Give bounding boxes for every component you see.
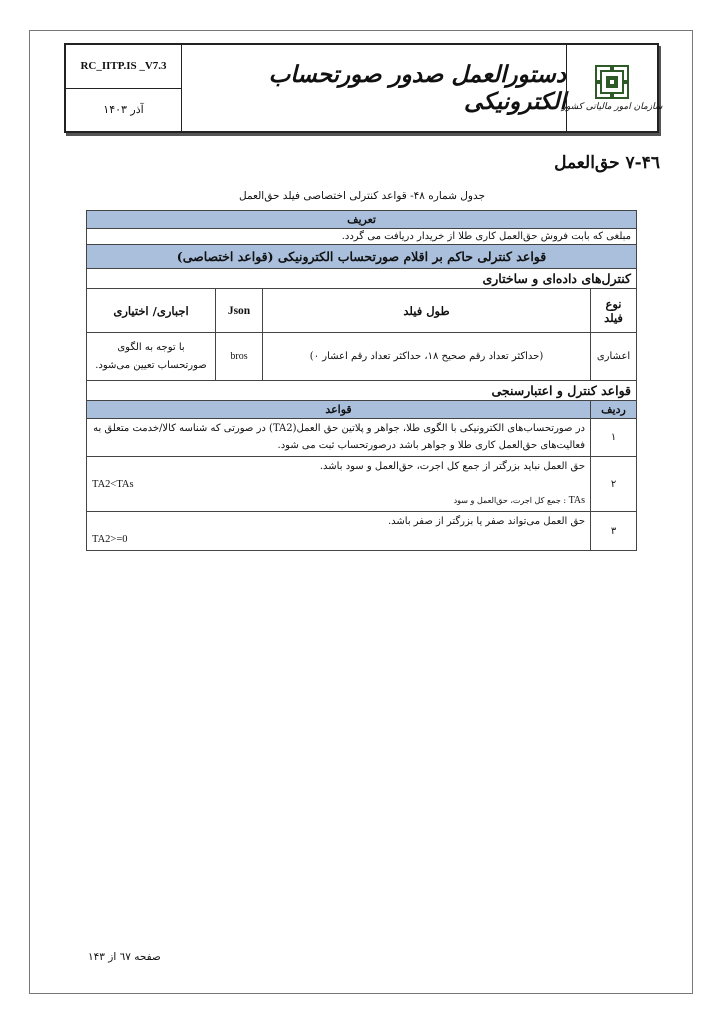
header-meta [66, 45, 182, 131]
rule-note [92, 493, 585, 510]
rule-row-3 [87, 512, 637, 551]
note-text: : جمع کل اجرت، حق‌العمل و سود [453, 495, 567, 505]
rule-number: ۲ [591, 457, 637, 512]
rules-columns-row [87, 401, 637, 419]
control-heading-row [87, 245, 637, 269]
definition-heading-row [87, 211, 637, 229]
column-field-length: طول فیلد [263, 289, 591, 333]
rule-text: حق العمل نباید بزرگتر از جمع کل اجرت، حق‌العمل و سود باشد. [319, 461, 586, 472]
tax-organization-logo-icon [594, 64, 630, 100]
rule-text: حق العمل می‌تواند صفر یا بزرگتر از صفر باشد. [387, 516, 586, 528]
column-field-type: نوع فیلد [591, 289, 637, 333]
column-rules: قواعد [87, 401, 591, 419]
column-row-number: ردیف [591, 401, 637, 419]
data-structure-heading-row [87, 269, 637, 289]
page-number: صفحه ٦۷ از ۱۴۳ [88, 951, 161, 963]
document-title: دستورالعمل صدور صورتحساب الکترونیکی [268, 61, 566, 115]
rule-cell [87, 512, 591, 551]
table-caption: جدول شماره ۴۸- قواعد کنترلی اختصاصی فیلد حق‌العمل [239, 190, 485, 202]
control-rules-heading: قواعد کنترلی حاکم بر اقلام صورتحساب الکترونیکی (قواعد اختصاصی) [87, 245, 637, 269]
mandatory-value: با توجه به الگوی صورتحساب تعیین می‌شود. [87, 333, 216, 381]
rule-text: در صورتحساب‌های الکترونیکی با الگوی طلا، جواهر و پلاتین حق العمل(TA2) در صورتی که شناسه کالا/خدمت متعلق به فعالیت‌های حق‌العمل کاری طلا و جواهر باشد درصورتحساب ثبت می شود. [87, 419, 591, 457]
field-columns-row [87, 289, 637, 333]
validation-heading-row [87, 381, 637, 401]
field-rules-table [86, 210, 637, 551]
organization-logo-box [561, 45, 663, 131]
column-json: Json [216, 289, 263, 333]
rule-number: ۳ [591, 512, 637, 551]
rule-row-2 [87, 457, 637, 512]
column-mandatory: اجباری/ اختیاری [87, 289, 216, 333]
organization-name: سازمان امور مالیاتی کشور [561, 102, 663, 112]
definition-heading: تعریف [87, 211, 637, 229]
rule-formula: TA2<TAs [92, 478, 134, 490]
rule-formula: TA2>=0 [92, 533, 128, 545]
definition-text: مبلغی که بابت فروش حق‌العمل کاری طلا از خریدار دریافت می گردد. [87, 229, 637, 245]
field-spec-row [87, 333, 637, 381]
definition-row [87, 229, 637, 245]
document-date: آذر ۱۴۰۳ [103, 103, 144, 117]
rule-cell [87, 457, 591, 512]
document-header [64, 43, 663, 133]
rule-row-1 [87, 419, 637, 457]
data-structure-heading: کنترل‌های داده‌ای و ساختاری [87, 269, 637, 289]
note-symbol: TAs [568, 494, 586, 506]
section-title: ۴٦-۷ حق‌العمل [554, 153, 660, 173]
field-type-value: اعشاری [591, 333, 637, 381]
field-length-value: (حداکثر تعداد رقم صحیح ۱۸، حداکثر تعداد رقم اعشار ۰) [263, 333, 591, 381]
rule-number: ۱ [591, 419, 637, 457]
json-key-value: bros [216, 333, 263, 381]
document-code: RC_IITP.IS _V7.3 [66, 45, 181, 89]
validation-heading: قواعد کنترل و اعتبارسنجی [87, 381, 637, 401]
